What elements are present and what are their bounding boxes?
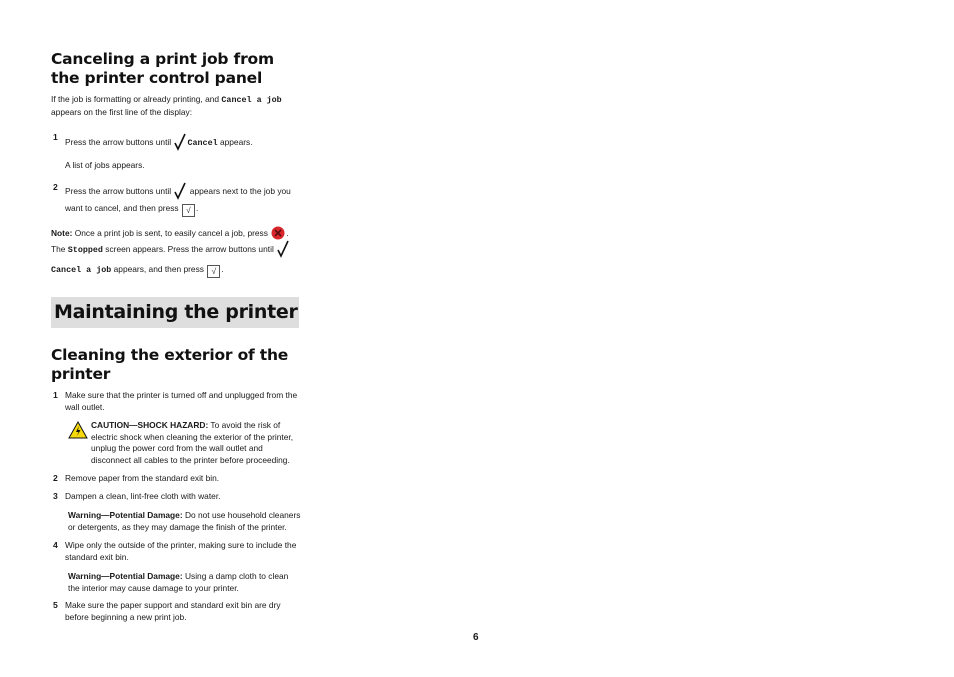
checkmark-icon [174,182,186,204]
checkmark-icon [174,133,186,156]
electrical-hazard-icon [68,421,88,444]
code-cancel-a-job: Cancel a job [221,95,282,105]
warning-potential-damage-1: Warning—Potential Damage: Do not use household cleaners or detergents, as they may damage the finish of the printer. [68,510,301,532]
cancel-step-1-followup: A list of jobs appears. [65,160,145,170]
caution-box: CAUTION—SHOCK HAZARD: To avoid the risk of electric shock when cleaning the exterior of the printer, unplug the power cord from the wall outlet and disconnect all cables to the printer before proceeding. [65,420,301,466]
left-column [51,50,301,623]
stop-button-icon [271,226,285,240]
clean-step-2: 2 Remove paper from the standard exit bin. [53,473,220,483]
clean-step-5: 5 Make sure the paper support and standard exit bin are dry before beginning a new print job. [53,600,281,622]
checkmark-icon [277,240,289,262]
cancel-intro: If the job is formatting or already printing, and Cancel a job appears on the first line of the display: [51,94,282,117]
cancel-step-2: 2 Press the arrow buttons until appears next to the job you want to cancel, and then press √ . [53,181,291,215]
warning-potential-damage-2: Warning—Potential Damage: Using a damp cloth to clean the interior may cause damage to your printer. [68,571,289,593]
page-number: 6 [473,632,479,643]
cancel-step-1: 1 Press the arrow buttons until Cancel appears. A list of jobs appears. [51,132,301,172]
main-heading: Maintaining the printer [54,301,298,323]
clean-step-1: 1 Make sure that the printer is turned off and unplugged from the wall outlet. [53,390,298,412]
cleaning-section-heading: Cleaning the exterior of the printer [51,346,289,383]
select-button-icon: √ [182,204,195,217]
clean-step-3: 3 Dampen a clean, lint-free cloth with water. [53,490,221,501]
cancel-note: Note: Once a print job is sent, to easily cancel a job, press . The Stopped screen appears. Press the arrow buttons until Cancel a job appears, and then press √ . [51,228,289,276]
maintaining-banner [51,297,299,328]
clean-step-4: 4 Wipe only the outside of the printer, making sure to include the standard exit bin. [53,540,297,562]
select-button-icon: √ [207,265,220,278]
cancel-section-heading: Canceling a print job from the printer control panel [51,50,274,87]
